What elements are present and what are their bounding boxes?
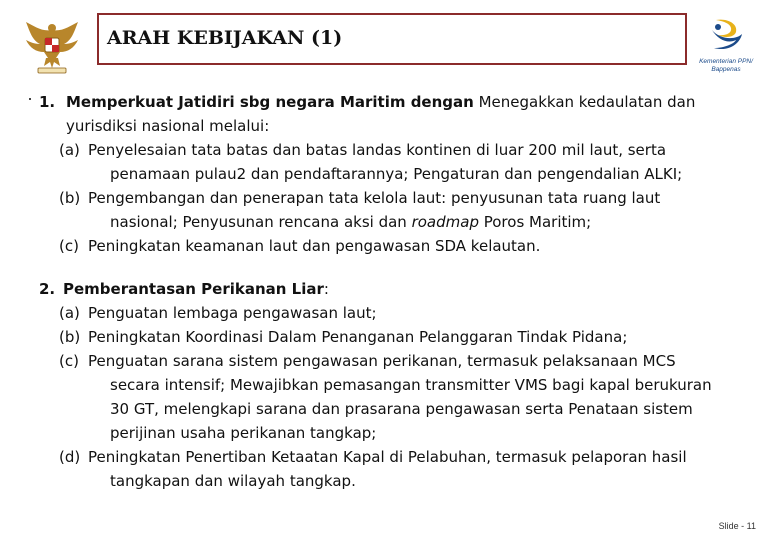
subitem-2b [36,325,756,349]
slide-number: Slide - 11 [718,521,756,531]
subitem-label: (d) [59,448,81,466]
garuda-icon [20,20,84,78]
subitem-line: Peningkatan keamanan laut dan pengawasan SDA kelautan. [88,237,541,255]
policy-list [36,90,756,493]
subitem-label: (a) [59,304,80,322]
subitem-line: Peningkatan Koordinasi Dalam Penanganan Pelanggaran Tindak Pidana; [88,328,628,346]
subitem-italic: roadmap [411,213,479,231]
page-title: ARAH KEBIJAKAN (1) [107,27,343,49]
item-heading: Memperkuat Jatidiri sbg negara Maritim dengan [66,93,474,111]
subitem-1c [36,234,756,258]
subitem-1b [36,186,756,234]
subitem-label: (a) [59,141,80,159]
item-number: 2. [39,280,56,298]
list-item-1 [36,90,756,258]
subitem-label: (c) [59,352,79,370]
subitem-line: Penguatan sarana sistem pengawasan perikanan, termasuk pelaksanaan MCS [88,352,676,370]
subitem-line: Penyelesaian tata batas dan batas landas kontinen di luar 200 mil laut, serta [88,141,667,159]
title-box [97,13,687,65]
subitem-2d [36,445,756,493]
subitem-line: Pengembangan dan penerapan tata kelola laut: penyusunan tata ruang laut [88,189,661,207]
subitem-line: Peningkatan Penertiban Ketaatan Kapal di Pelabuhan, termasuk pelaporan hasil [88,448,687,466]
subitem-2c [36,349,756,445]
subitem-tail: Poros Maritim; [478,213,592,231]
subitem-1a [36,138,756,186]
item-heading-cont: yurisdiksi nasional melalui: [66,117,270,135]
ministry-caption: Kementerian PPN/ Bappenas [699,58,753,73]
bullet-dot [29,98,31,100]
subitem-label: (b) [59,328,81,346]
garuda-emblem-logo [20,20,84,78]
subitem-line: 30 GT, melengkapi sarana dan prasarana pengawasan serta Penataan sistem [110,400,693,418]
bappenas-logo [692,18,764,80]
subitem-label: (b) [59,189,81,207]
subitem-line: Penguatan lembaga pengawasan laut; [88,304,377,322]
item-heading: Pemberantasan Perikanan Liar [63,280,324,298]
item-heading-line [36,90,756,114]
subitem-line: penamaan pulau2 dan pendaftarannya; Pengaturan dan pengendalian ALKI; [110,165,683,183]
subitem-line: tangkapan dan wilayah tangkap. [110,472,356,490]
item-heading-rest: : [323,280,329,298]
item-heading-line [36,277,756,301]
item-number: 1. [39,93,56,111]
subitem-text: nasional; Penyusunan rencana aksi dan [110,213,412,231]
subitem-label: (c) [59,237,79,255]
item-heading-rest: Menegakkan kedaulatan dan [473,93,696,111]
bappenas-icon [706,18,746,54]
subitem-line: secara intensif; Mewajibkan pemasangan transmitter VMS bagi kapal berukuran [110,376,712,394]
subitem-line: perijinan usaha perikanan tangkap; [110,424,377,442]
subitem-line-mixed [88,210,756,234]
subitem-2a [36,301,756,325]
list-item-2 [36,277,756,493]
